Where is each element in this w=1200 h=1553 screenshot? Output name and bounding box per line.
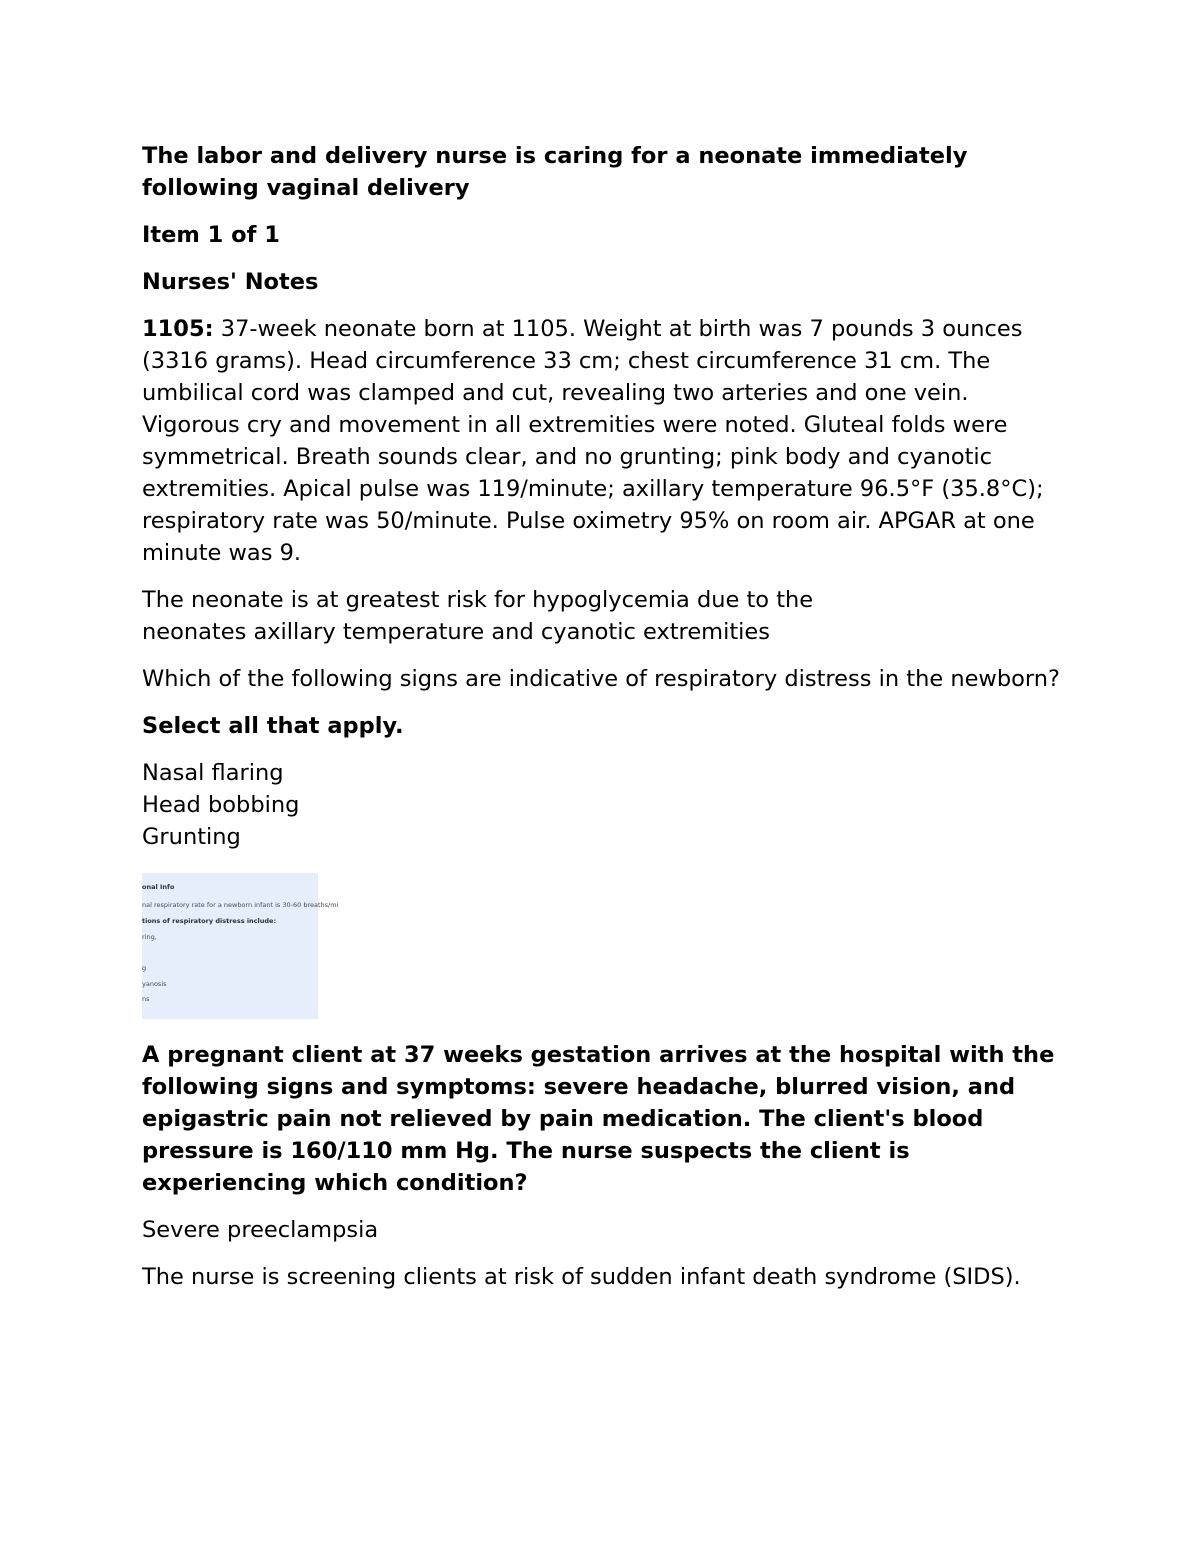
question-text: Which of the following signs are indicative of respiratory distress in the newborn? (142, 666, 1060, 692)
note-time: 1105: (142, 316, 214, 342)
question-3-text: The nurse is screening clients at risk of sudden infant death syndrome (SIDS). (142, 1264, 1021, 1290)
document-title: The labor and delivery nurse is caring for a neonate immediately following vaginal delivery (142, 143, 968, 201)
answer-item: Nasal flaring (142, 760, 284, 786)
document-page (142, 140, 1062, 1308)
thumb-line: nal respiratory rate for a newborn infant is 30-60 breaths/mi (142, 901, 339, 909)
rationale-screenshot-image (142, 873, 339, 1019)
answer-list (142, 757, 1062, 853)
thumb-line: g (142, 964, 147, 972)
risk-statement-line1: The neonate is at greatest risk for hypoglycemia due to the (142, 587, 814, 613)
answer-item: Grunting (142, 824, 241, 850)
risk-statement-line2: neonates axillary temperature and cyanotic extremities (142, 619, 770, 645)
instruction-text: Select all that apply. (142, 713, 404, 739)
question-2-text: A pregnant client at 37 weeks gestation arrives at the hospital with the following signs and symptoms: severe headache, blurred vision, and epigastric pain not relieved by pain medication. The client's blood pressure is 160/110 mm Hg. The nurse suspects the client is experiencing which condition? (142, 1042, 1055, 1196)
answer-item: Head bobbing (142, 792, 300, 818)
thumb-line: ring, (142, 933, 157, 941)
risk-statement (142, 584, 1062, 648)
thumb-line: onal Info (142, 883, 175, 891)
thumb-line: yanosis (142, 980, 167, 988)
answer-2-text: Severe preeclampsia (142, 1217, 379, 1243)
thumb-line: ns (142, 995, 150, 1003)
note-text: 37-week neonate born at 1105. Weight at birth was 7 pounds 3 ounces (3316 grams). Head circumference 33 cm; chest circumference 31 cm. The umbilical cord was clamped and cut, revealing two arteries and one vein. Vigorous cry and movement in all extremities were noted. Gluteal folds were symmetrical. Breath sounds clear, and no grunting; pink body and cyanotic extremities. Apical pulse was 119/minute; axillary temperature 96.5°F (35.8°C); respiratory rate was 50/minute. Pulse oximetry 95% on room air. APGAR at one minute was 9. (142, 316, 1044, 566)
notes-heading: Nurses' Notes (142, 269, 319, 295)
thumb-line: tions of respiratory distress include: (142, 917, 277, 925)
item-label: Item 1 of 1 (142, 222, 280, 248)
nurses-note (142, 313, 1062, 569)
